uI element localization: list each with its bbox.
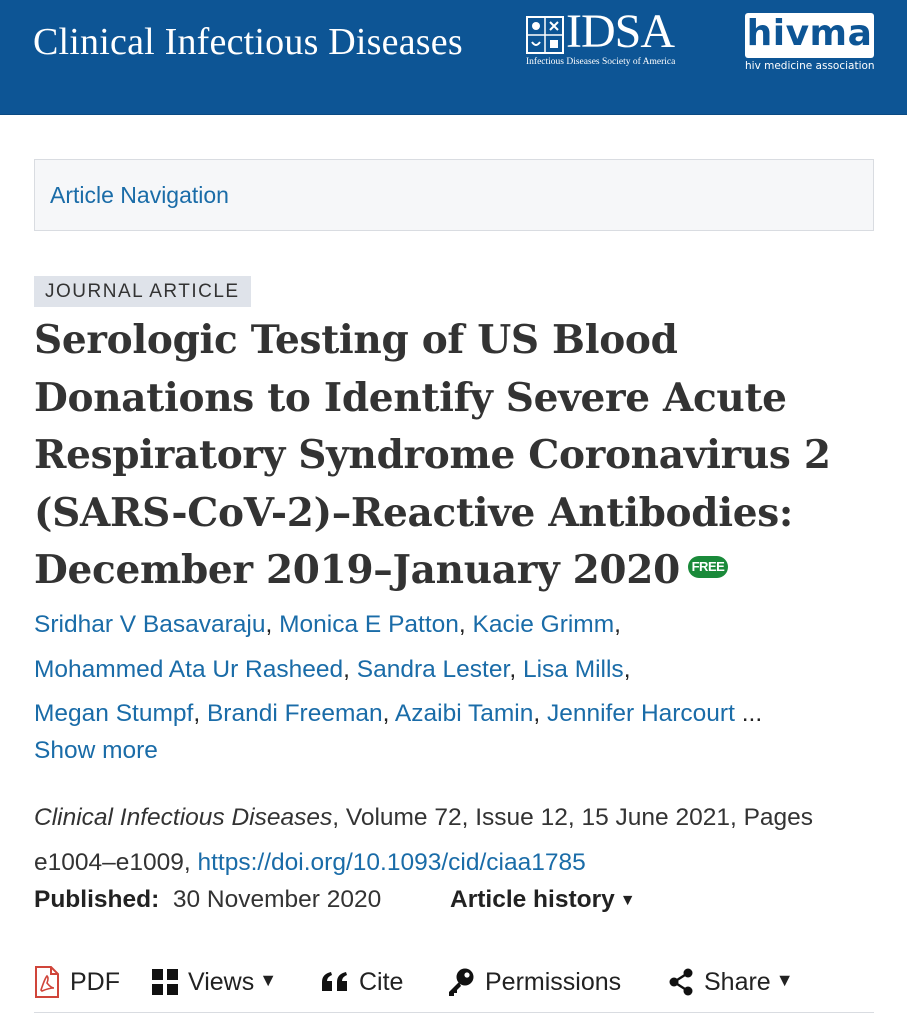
author-link[interactable]: Megan Stumpf [34, 700, 194, 727]
cite-label: Cite [359, 967, 404, 996]
author-link[interactable]: Azaibi Tamin [394, 700, 534, 727]
article-navigation-dropdown[interactable] [34, 159, 874, 231]
published-date-row [34, 886, 381, 914]
hivma-logo[interactable]: hivma [745, 13, 874, 58]
citation-details: , Volume 72, Issue 12, 15 June 2021, Pages e1004–e1009, [34, 804, 814, 876]
idsa-logo[interactable] [526, 5, 721, 74]
author-link[interactable]: Brandi Freeman [206, 700, 383, 727]
citation-journal: Clinical Infectious Diseases [34, 804, 333, 831]
pdf-label: PDF [70, 967, 120, 996]
caret-down-icon: ▼ [619, 892, 636, 909]
citation-info [34, 796, 884, 885]
pdf-icon [34, 966, 60, 998]
share-icon [668, 968, 694, 996]
pdf-button[interactable] [34, 958, 120, 1006]
published-date: 30 November 2020 [172, 886, 382, 913]
share-menu-button[interactable] [668, 958, 794, 1006]
article-history-toggle[interactable] [450, 886, 636, 914]
permissions-button[interactable] [447, 958, 621, 1006]
idsa-logo-text: IDSA [566, 5, 675, 58]
author-link[interactable]: Jennifer Harcourt [546, 700, 735, 727]
article-title-text: Serologic Testing of US Blood Donations to Identify Severe Acute Respiratory Syndrome Coronavirus 2 (SARS-CoV-2)–Reactive Antibodies: December 2019–January 2020 [34, 317, 831, 593]
caret-down-icon: ▼ [775, 969, 794, 990]
published-label: Published: [34, 886, 160, 913]
author-link[interactable]: Sridhar V Basavaraju [34, 611, 266, 638]
journal-title[interactable]: Clinical Infectious Diseases [33, 21, 463, 63]
author-link[interactable]: Kacie Grimm [472, 611, 615, 638]
author-link[interactable]: Mohammed Ata Ur Rasheed [34, 655, 344, 683]
article-toolbar [34, 958, 874, 1006]
free-access-badge: FREE [688, 556, 728, 578]
article-title [34, 312, 874, 600]
authors-ellipsis: ... [734, 700, 763, 727]
cite-button[interactable] [321, 958, 403, 1006]
grid-icon [152, 969, 178, 995]
author-link[interactable]: Monica E Patton [279, 611, 459, 638]
site-header [0, 0, 907, 115]
idsa-subtitle: Infectious Diseases Society of America [526, 57, 676, 67]
key-icon [447, 967, 475, 997]
author-link[interactable]: Lisa Mills [522, 655, 624, 683]
author-list: Sridhar V Basavaraju, Monica E Patton, Kacie Grimm, Mohammed Ata Ur Rasheed, Sandra Lester, Lisa Mills, Megan Stumpf, Brandi Freeman, Azaibi Tamin, Jennifer Harcourt ... [34, 611, 763, 727]
hivma-subtitle: hiv medicine association [745, 60, 875, 72]
permissions-label: Permissions [485, 967, 622, 996]
caret-down-icon: ▼ [259, 969, 278, 990]
divider [34, 1012, 874, 1013]
share-label: Share [704, 967, 771, 996]
article-type-badge: JOURNAL ARTICLE [34, 276, 251, 307]
author-link[interactable]: Sandra Lester [356, 655, 510, 683]
show-more-authors-link[interactable]: Show more [34, 737, 158, 764]
doi-link[interactable]: https://doi.org/10.1093/cid/ciaa1785 [197, 848, 586, 876]
views-label: Views [188, 967, 255, 996]
idsa-emblem-icon [526, 16, 564, 54]
views-menu-button[interactable] [152, 958, 277, 1006]
article-navigation-label: Article Navigation [50, 182, 229, 208]
article-history-label: Article history [450, 886, 615, 913]
quote-icon [321, 971, 349, 993]
